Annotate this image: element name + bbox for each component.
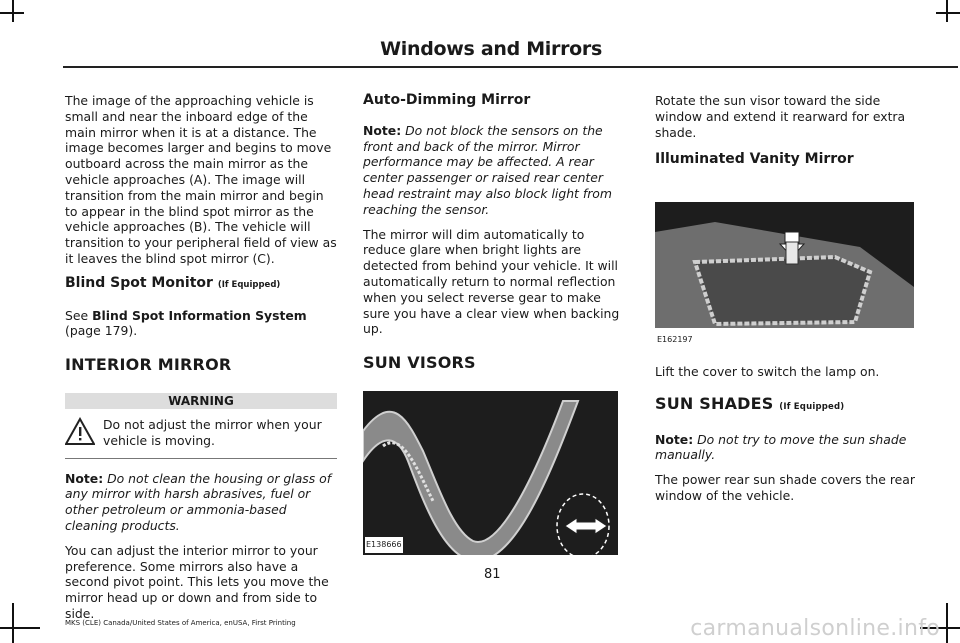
- vanity-mirror-illustration: [655, 202, 914, 328]
- figure-label: E138666: [365, 537, 403, 553]
- sun-visor-illustration: [363, 391, 618, 555]
- section-heading-interior-mirror: INTERIOR MIRROR: [65, 355, 232, 375]
- column-1: [65, 93, 337, 631]
- section-heading-sun-shades: SUN SHADES (If Equipped): [655, 393, 845, 413]
- cross-reference: See Blind Spot Information System (page 179).: [65, 307, 307, 339]
- crop-mark: [12, 603, 14, 643]
- crop-mark: [936, 12, 960, 14]
- column-3: [655, 93, 917, 513]
- paragraph: You can adjust the interior mirror to your preference. Some mirrors also have a second pivot point. This lets you move the mirror head up or down and from side to side.: [65, 542, 329, 621]
- warning-box: [65, 417, 337, 459]
- warning-triangle-icon: [65, 417, 95, 447]
- section-heading-auto-dimming-mirror: Auto-Dimming Mirror: [363, 92, 531, 108]
- figure-label: E162197: [657, 335, 693, 345]
- paragraph: Lift the cover to switch the lamp on.: [655, 363, 880, 379]
- crop-mark: [12, 0, 14, 22]
- section-heading-illuminated-vanity-mirror: Illuminated Vanity Mirror: [655, 151, 854, 168]
- footer-text: MKS (CLE) Canada/United States of America, enUSA, First Printing: [65, 619, 296, 627]
- paragraph: The power rear sun shade covers the rear window of the vehicle.: [655, 472, 915, 503]
- warning-title: WARNING: [65, 393, 337, 409]
- paragraph: The image of the approaching vehicle is small and near the inboard edge of the main mirror when it is at a distance. The image becomes larger and begins to move outboard across the main mirror as the vehicle approaches (A). The image will transition from the main mirror and begin to appear in the blind spot mirror as the vehicle approaches (B). The vehicle will transition to your peripheral field of view as it leaves the blind spot mirror (C).: [65, 93, 337, 266]
- column-2: [363, 93, 625, 555]
- crop-mark: [946, 603, 948, 643]
- sun-visor-graphic: [363, 391, 618, 555]
- watermark: carmanualsonline.info: [690, 616, 940, 641]
- paragraph: The mirror will dim automatically to reduce glare when bright lights are detected from behind your vehicle. It will automatically return to normal reflection when you select reverse gear to make sure you have a clear view when backing up.: [363, 226, 620, 337]
- cross-reference-link[interactable]: Blind Spot Information System: [92, 307, 307, 323]
- crop-mark: [946, 0, 948, 22]
- note: Note: Do not block the sensors on the front and back of the mirror. Mirror performance may be affected. A rear center passenger or raised rear center head restraint may also block light from reaching the sensor.: [363, 122, 612, 217]
- paragraph: Rotate the sun visor toward the side window and extend it rearward for extra shade.: [655, 93, 906, 140]
- vanity-mirror-graphic: [655, 202, 914, 328]
- note: Note: Do not try to move the sun shade manually.: [655, 431, 907, 463]
- crop-mark: [0, 627, 40, 629]
- section-heading-sun-visors: SUN VISORS: [363, 353, 476, 373]
- header-rule: [63, 66, 958, 68]
- page-number: 81: [484, 567, 501, 582]
- section-heading-blind-spot-monitor: Blind Spot Monitor (If Equipped): [65, 274, 281, 291]
- note: Note: Do not clean the housing or glass of any mirror with harsh abrasives, fuel or other petroleum or ammonia-based cleaning products.: [65, 470, 332, 533]
- page-header-title: Windows and Mirrors: [380, 38, 602, 60]
- warning-text: Do not adjust the mirror when your vehicle is moving.: [103, 416, 322, 448]
